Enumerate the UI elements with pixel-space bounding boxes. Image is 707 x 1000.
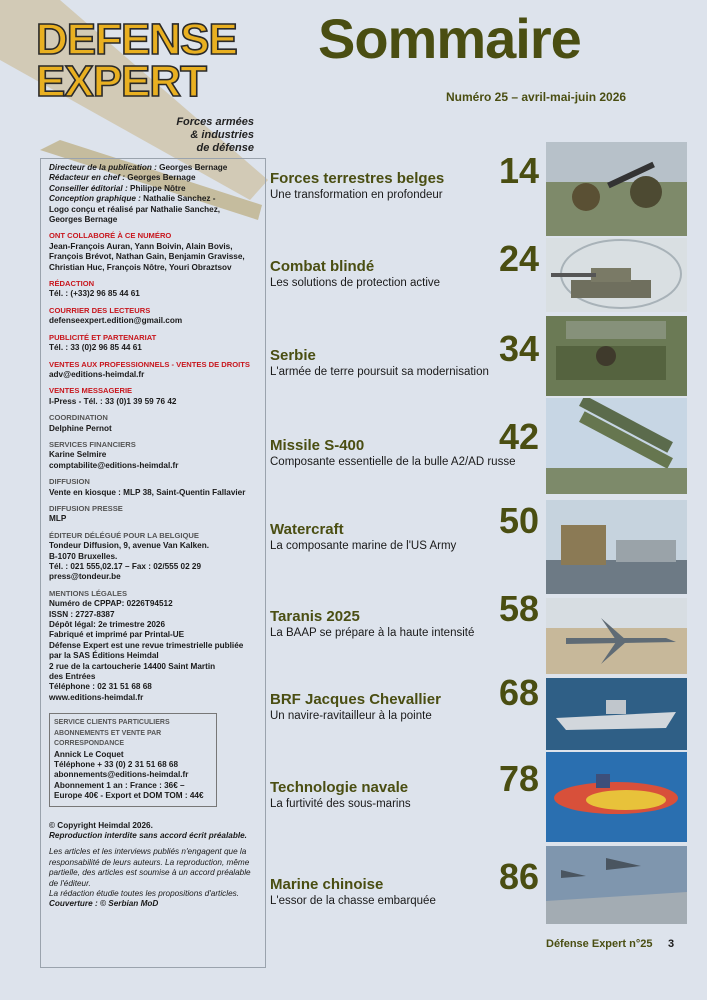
- section-text: adv@editions-heimdal.fr: [49, 369, 145, 379]
- credit-label: Rédacteur en chef :: [49, 173, 125, 183]
- toc-title: Taranis 2025: [270, 608, 360, 625]
- credits-presse: [49, 504, 257, 525]
- credits-diffusion: [49, 477, 257, 498]
- section-text: Défense Expert est une revue trimestrielle publiée: [49, 640, 244, 650]
- credit-line: Logo conçu et réalisé par Nathalie Sanchez,: [49, 204, 221, 214]
- section-text: I-Press - Tél. : 33 (0)1 39 59 76 42: [49, 396, 177, 406]
- section-text: Vente en kiosque : MLP 38, Saint-Quentin Fallavier: [49, 487, 246, 497]
- page-title: Sommaire: [318, 7, 581, 70]
- credit-value: Georges Bernage: [156, 163, 228, 172]
- toc-subtitle: Les solutions de protection active: [270, 277, 441, 289]
- section-heading: COORDINATION: [49, 413, 108, 423]
- thumbnail-carrier: [546, 846, 687, 924]
- credit-label: Conseiller éditorial :: [49, 183, 128, 193]
- section-heading: RÉDACTION: [49, 279, 95, 289]
- toc-page-number: 14: [498, 150, 539, 191]
- customer-service-box: [49, 713, 217, 806]
- toc-title: Watercraft: [270, 521, 344, 538]
- credits-copyright: [49, 821, 257, 842]
- section-text: B-1070 Bruxelles.: [49, 551, 118, 561]
- toc-page-number: 68: [498, 672, 539, 713]
- section-heading: ÉDITEUR DÉLÉGUÉ POUR LA BELGIQUE: [49, 530, 199, 540]
- credit-line: [49, 173, 257, 183]
- credit-line: [49, 184, 257, 194]
- section-text: abonnements@editions-heimdal.fr: [54, 770, 189, 780]
- credits-financiers: [49, 440, 257, 471]
- section-text: Delphine Pernot: [49, 423, 112, 433]
- logo-tagline: [150, 116, 254, 155]
- toc-subtitle: La furtivité des sous-marins: [270, 798, 411, 810]
- section-text: Numéro de CPPAP: 0226T94512: [49, 599, 173, 609]
- section-text: © Copyright Heimdal 2026.: [49, 820, 153, 830]
- credits-messagerie: [49, 386, 257, 407]
- section-text: des Entrées: [49, 672, 96, 682]
- toc-subtitle: Un navire-ravitailleur à la pointe: [270, 710, 432, 722]
- thumbnail-missile: [546, 398, 687, 494]
- section-text: Annick Le Coquet: [54, 749, 124, 759]
- toc-title: Forces terrestres belges: [270, 170, 445, 187]
- section-text: Tél. : 021 555,02.17 – Fax : 02/555 02 29: [49, 562, 202, 571]
- credits-redaction: [49, 279, 257, 300]
- logo-line-expert: EXPERT: [36, 57, 207, 106]
- section-heading: COURRIER DES LECTEURS: [49, 305, 151, 315]
- section-heading: SERVICE CLIENTS PARTICULIERS: [54, 719, 170, 727]
- section-text: 2 rue de la cartoucherie 14400 Saint Martin: [49, 661, 216, 671]
- toc-subtitle: La BAAP se prépare à la haute intensité: [270, 627, 475, 639]
- toc-title: Missile S-400: [270, 437, 365, 454]
- toc-page-number: 50: [498, 500, 539, 541]
- thumbnail-serbia: [546, 316, 687, 396]
- credit-line: Georges Bernage: [49, 215, 118, 225]
- tagline-line: de défense: [196, 142, 254, 154]
- section-heading: PUBLICITÉ ET PARTENARIAT: [49, 332, 157, 342]
- credits-belgique: [49, 531, 257, 583]
- section-text: press@tondeur.be: [49, 572, 121, 582]
- toc-subtitle: L'essor de la chasse embarquée: [270, 895, 436, 907]
- logo-line-defense: DEFENSE: [36, 15, 237, 64]
- section-text: Europe 40€ - Export et DOM TOM : 44€: [54, 791, 204, 801]
- credits-coordination: [49, 413, 257, 434]
- section-text: defenseexpert.edition@gmail.com: [49, 316, 183, 326]
- toc-page-number: 78: [498, 758, 539, 799]
- section-text: La rédaction étudie toutes les propositions d'articles.: [49, 888, 239, 898]
- credit-label: Directeur de la publication :: [49, 163, 157, 172]
- section-text: Reproduction interdite sans accord écrit préalable.: [49, 830, 247, 840]
- section-text: Tél. : 33 (0)2 96 85 44 61: [49, 343, 142, 353]
- section-heading: DIFFUSION: [49, 477, 90, 487]
- toc-subtitle: L'armée de terre poursuit sa modernisation: [270, 366, 489, 378]
- credits-box: [40, 158, 266, 968]
- section-text: Téléphone + 33 (0) 2 31 51 68 68: [54, 759, 179, 769]
- section-heading: DIFFUSION PRESSE: [49, 503, 123, 513]
- section-heading: VENTES AUX PROFESSIONNELS - VENTES DE DROITS: [49, 359, 250, 369]
- toc-subtitle: Composante essentielle de la bulle A2/AD russe: [270, 456, 516, 468]
- credit-value: Georges Bernage: [124, 173, 196, 183]
- credits-masthead: [49, 163, 257, 225]
- thumbnail-submarine: [546, 752, 687, 842]
- section-text: Abonnement 1 an : France : 36€ –: [54, 780, 185, 790]
- credits-courrier: [49, 306, 257, 327]
- section-text: MLP: [49, 514, 67, 524]
- toc-title: Marine chinoise: [270, 876, 384, 893]
- section-text: ISSN : 2727-8387: [49, 609, 115, 619]
- toc-title: BRF Jacques Chevallier: [270, 691, 441, 708]
- toc-page-number: 34: [498, 328, 539, 369]
- section-text: Les articles et les interviews publiés n'engagent que la responsabilité de leurs auteurs. La reproduction, même partielle, des articles est soumise à un accord préalable de l'éditeur.: [49, 847, 251, 888]
- section-text: Couverture : © Serbian MoD: [49, 899, 159, 909]
- credit-line: [49, 163, 257, 173]
- tagline-line: & industries: [190, 129, 254, 141]
- toc-subtitle: Une transformation en profondeur: [270, 189, 443, 201]
- section-heading: VENTES MESSAGERIE: [49, 386, 133, 396]
- toc-title: Serbie: [270, 347, 316, 364]
- tagline-line: Forces armées: [176, 116, 254, 128]
- footer-magazine: Défense Expert n°25: [546, 938, 653, 950]
- section-text: Fabriqué et imprimé par Printal-UE: [49, 630, 185, 640]
- toc-title: Technologie navale: [270, 779, 409, 796]
- toc-title: Combat blindé: [270, 258, 375, 275]
- footer-page-number: 3: [668, 938, 675, 950]
- credit-value: Nathalie Sanchez -: [140, 194, 216, 204]
- thumbnail-watercraft: [546, 500, 687, 594]
- credits-pub: [49, 333, 257, 354]
- section-text: Dépôt légal: 2e trimestre 2026: [49, 620, 166, 630]
- credits-disclaimer: [49, 847, 257, 909]
- issue-info: Numéro 25 – avril-mai-juin 2026: [446, 90, 627, 104]
- thumbnail-soldiers: [546, 142, 687, 236]
- credit-label: Conception graphique :: [49, 194, 141, 204]
- section-heading: MENTIONS LÉGALES: [49, 588, 128, 598]
- thumbnail-tank: [546, 238, 687, 312]
- section-text: Jean-François Auran, Yann Boivin, Alain Bovis, François Brévot, Nathan Gain, Benjamin Gravisse, Christian Huc, François Nôtre, Youri Obraztsov: [49, 241, 245, 272]
- section-heading: SERVICES FINANCIERS: [49, 439, 136, 449]
- section-heading: ONT COLLABORÉ À CE NUMÉRO: [49, 231, 172, 241]
- section-text: comptabilite@editions-heimdal.fr: [49, 460, 179, 470]
- credits-legal: [49, 589, 257, 703]
- magazine-logo: [36, 15, 237, 106]
- thumbnail-aircraft: [546, 598, 687, 674]
- toc-page-number: 58: [498, 588, 539, 629]
- credit-value: Philippe Nôtre: [127, 183, 186, 193]
- toc-page-number: 42: [498, 416, 539, 457]
- toc-page-number: 24: [498, 238, 539, 279]
- toc-subtitle: La composante marine de l'US Army: [270, 540, 457, 552]
- section-text: Karine Selmire: [49, 450, 107, 460]
- section-text: Téléphone : 02 31 51 68 68: [49, 682, 152, 692]
- thumbnail-ship: [546, 678, 687, 750]
- toc-page-number: 86: [498, 856, 539, 897]
- section-text: par la SAS Éditions Heimdal: [49, 651, 159, 661]
- section-text: Tondeur Diffusion, 9, avenue Van Kalken.: [49, 541, 209, 551]
- credits-collab: [49, 231, 257, 273]
- credits-ventes: [49, 360, 257, 381]
- section-text: Tél. : (+33)2 96 85 44 61: [49, 289, 140, 299]
- section-text: www.editions-heimdal.fr: [49, 692, 144, 702]
- section-heading: ABONNEMENTS ET VENTE PAR CORRESPONDANCE: [54, 729, 162, 748]
- credit-line: [49, 194, 257, 204]
